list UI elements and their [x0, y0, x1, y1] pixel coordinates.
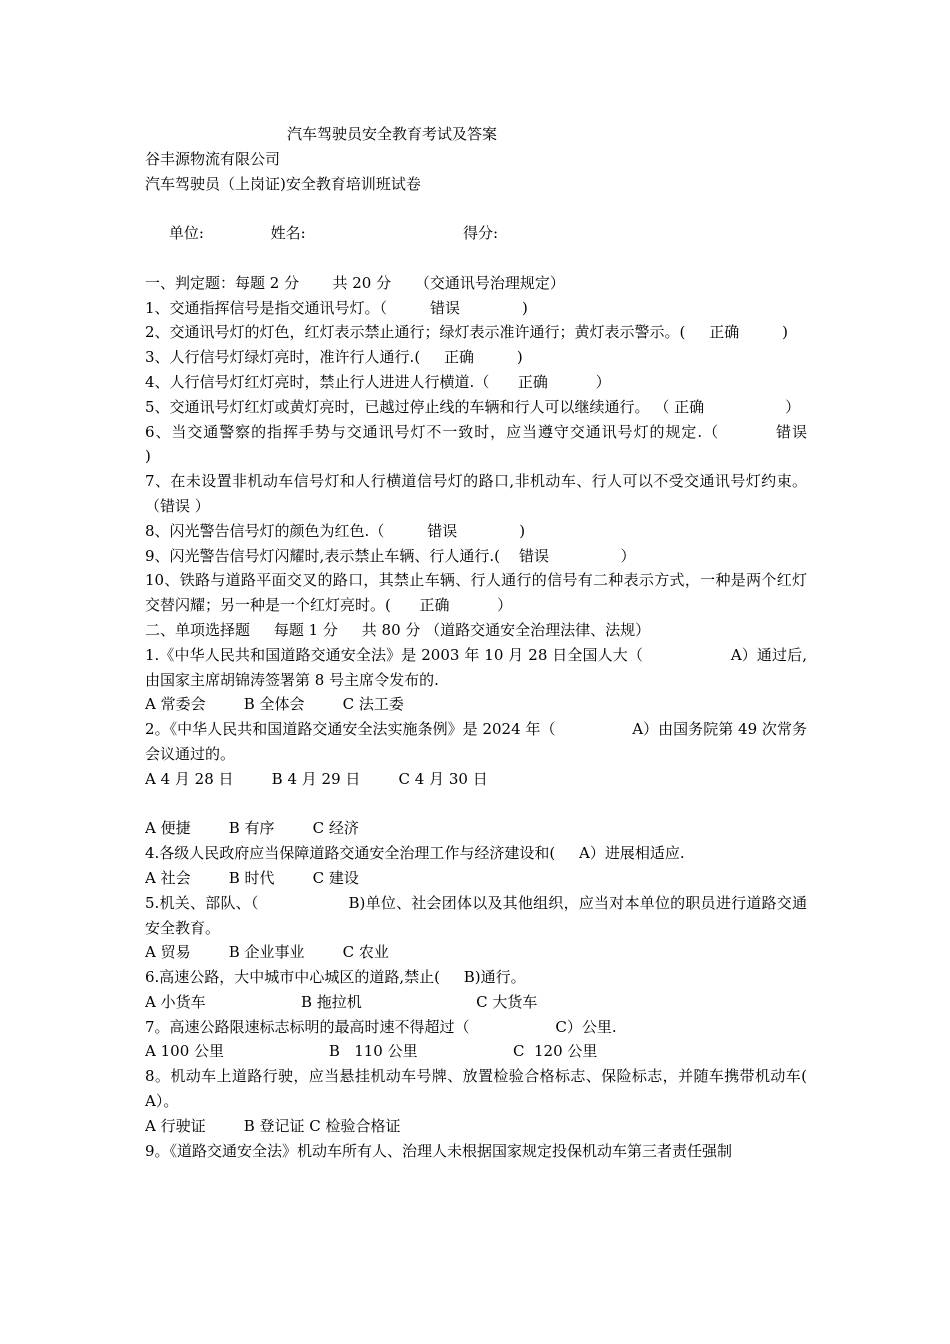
judgment-question: 2、交通讯号灯的灯色，红灯表示禁止通行；绿灯表示准许通行；黄灯表示警示。( 正确 ) [145, 323, 789, 342]
choice-options: A 小货车 B 拖拉机 C 大货车 [145, 992, 538, 1011]
choice-options: A 社会 B 时代 C 建设 [145, 868, 359, 887]
judgment-question: 6、当交通警察的指挥手势与交通讯号灯不一致时，应当遵守交通讯号灯的规定.（ 错误 ) [145, 422, 869, 466]
blank-line [145, 792, 807, 817]
section2-header: 二、单项选择题 每题 1 分 共 80 分 （道路交通安全治理法律、法规） [145, 620, 651, 639]
blank-line [145, 196, 807, 221]
document-page [145, 122, 869, 1163]
choice-question: 6.高速公路，大中城市中心城区的道路,禁止( B)通行。 [145, 968, 526, 987]
judgment-question: 3、人行信号灯绿灯亮时，准许行人通行.( 正确 ) [145, 348, 523, 367]
info-line: 单位: 姓名: 得分: [145, 224, 499, 243]
judgment-question: 7、在未设置非机动车信号灯和人行横道信号灯的路口,非机动车、行人可以不受交通讯号灯约束。（错误 ） [145, 472, 807, 515]
company-name: 谷丰源物流有限公司 [145, 149, 281, 168]
choice-question: 1.《中华人民共和国道路交通安全法》是 2003 年 10 月 28 日全国人大（ A）通过后,由国家主席胡锦涛签署第 8 号主席令发布的. [145, 645, 807, 689]
judgment-question: 5、交通讯号灯红灯或黄灯亮时，已越过停止线的车辆和行人可以继续通行。 （ 正确 ） [145, 397, 801, 416]
choice-options: A 行驶证 B 登记证 C 检验合格证 [145, 1116, 401, 1135]
judgment-question: 8、闪光警告信号灯的颜色为红色.（ 错误 ) [145, 521, 526, 540]
judgment-question: 4、人行信号灯红灯亮时，禁止行人进进人行横道.（ 正确 ） [145, 372, 611, 391]
judgment-question: 1、交通指挥信号是指交通讯号灯。（ 错误 ) [145, 298, 528, 317]
choice-question: 2。《中华人民共和国道路交通安全法实施条例》是 2024 年（ A）由国务院第 49 次常务会议通过的。 [145, 720, 807, 763]
choice-options: A 常委会 B 全体会 C 法工委 [145, 695, 404, 714]
document-subtitle: 汽车驾驶员（上岗证)安全教育培训班试卷 [145, 174, 421, 193]
choice-options: A 贸易 B 企业事业 C 农业 [145, 943, 389, 962]
judgment-question: 9、闪光警告信号灯闪耀时,表示禁止车辆、行人通行.( 错误 ） [145, 546, 636, 565]
judgment-question: 10、铁路与道路平面交叉的路口，其禁止车辆、行人通行的信号有二种表示方式，一种是两个红灯交替闪耀；另一种是一个红灯亮时。( 正确 ） [145, 571, 807, 615]
choice-question: 9。《道路交通安全法》机动车所有人、治理人未根据国家规定投保机动车第三者责任强制 [145, 1141, 733, 1160]
choice-question: 5.机关、部队、（ B)单位、社会团体以及其他组织，应当对本单位的职员进行道路交通安全教育。 [145, 893, 807, 937]
choice-question: 8。机动车上道路行驶，应当悬挂机动车号牌、放置检验合格标志、保险标志，并随车携带机动车( A）。 [145, 1067, 831, 1111]
choice-question: 4.各级人民政府应当保障道路交通安全治理工作与经济建设和( A）进展相适应. [145, 844, 685, 863]
document-title: 汽车驾驶员安全教育考试及答案 [287, 125, 498, 143]
choice-options: A 4 月 28 日 B 4 月 29 日 C 4 月 30 日 [145, 769, 488, 788]
choice-options: A 100 公里 B 110 公里 C 120 公里 [145, 1042, 598, 1061]
choice-options: A 便捷 B 有序 C 经济 [145, 819, 359, 838]
blank-line [145, 246, 807, 271]
choice-question: 7。高速公路限速标志标明的最高时速不得超过（ C）公里. [145, 1017, 617, 1036]
section1-header: 一、判定题：每题 2 分 共 20 分 （交通讯号治理规定） [145, 273, 565, 292]
